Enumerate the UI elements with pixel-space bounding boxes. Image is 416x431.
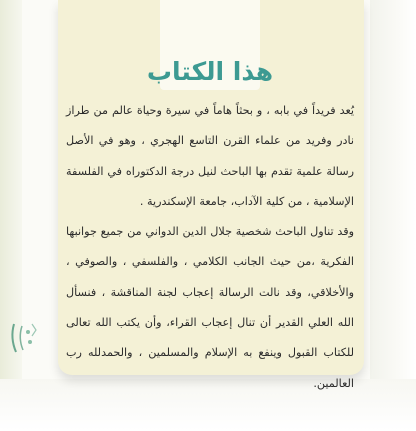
blurb-paragraph: يُعد فريداً في بابه ، و بحثاً هاماً في سيرة وحياة عالم من طراز نادر وفريد من علماء القرن التاسع الهجري ، وهو في الأصل رسالة علمية تقدم بها الباحث لنيل درجة الدكتوراه في الفلسفة الإسلامية ، من كلية الآداب، جامعة الإسكندرية .	[66, 104, 354, 208]
decorative-ornament-icon	[6, 318, 40, 358]
book-spine-edge	[0, 0, 22, 431]
blurb-paragraph: وقد تناول الباحث شخصية جلال الدين الدواني من جميع جوانبها الفكرية ،من حيث الجانب الكلامي ، والفلسفي ، والصوفي ، والأخلاقي، وقد نالت الرسالة إعجاب لجنة المناقشة ، فنسأل الله العلي القدير أن تنال إعجاب القراء، وأن يكتب الله تعالى للكتاب القبول وينفع به الإسلام والمسلمين ، والحمدلله رب العالمين.	[66, 225, 354, 390]
page-margin	[370, 0, 416, 431]
blurb-title: هذا الكتاب	[146, 57, 274, 86]
blurb-body	[66, 96, 354, 399]
